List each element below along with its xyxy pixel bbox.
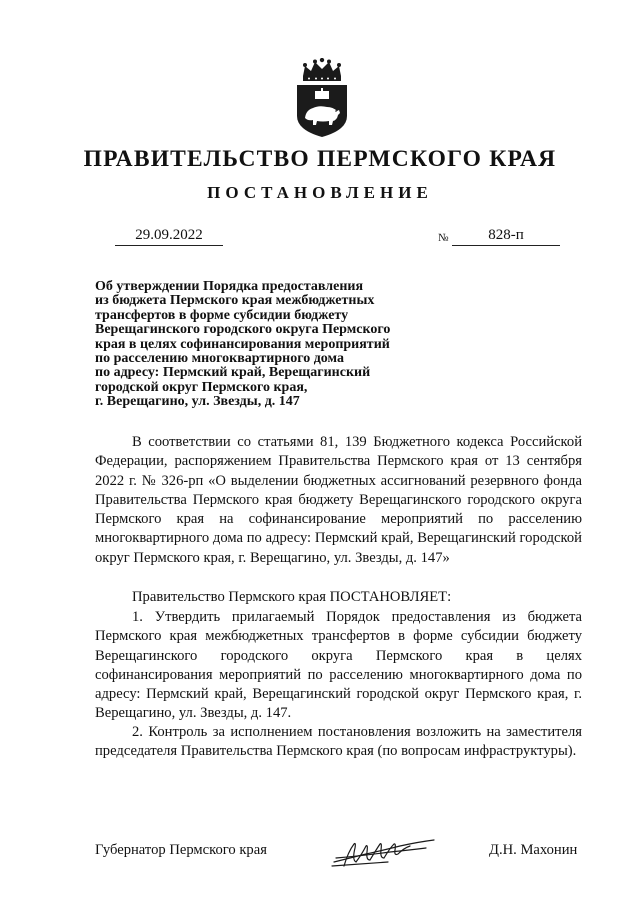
clause-2-text: 2. Контроль за исполнением постановления возложить на заместителя председателя Правительства Пермского края (по вопросам инфраструктуры).: [95, 724, 582, 760]
number-sign: №: [438, 232, 449, 244]
signatory-name: Д.Н. Махонин: [489, 842, 578, 858]
subject-line: по адресу: Пермский край, Верещагинский: [95, 365, 371, 381]
subject-line: из бюджета Пермского края межбюджетных: [95, 293, 375, 309]
signatory-position: Губернатор Пермского края: [95, 842, 267, 858]
clause-1-text: 1. Утвердить прилагаемый Порядок предоставления из бюджета Пермского края межбюджетных трансфертов в форме субсидии бюджету Верещагинского городского округа Пермского края в целях софинансирования мероприятий по расселению многоквартирного дома по адресу: Пермский край, Верещагинский городской округ Пермского края, г. Верещагино, ул. Звезды, д. 147.: [95, 609, 582, 722]
subject-line: трансфертов в форме субсидии бюджету: [95, 307, 349, 323]
subject-line: г. Верещагино, ул. Звезды, д. 147: [95, 394, 300, 410]
document-subject: [95, 280, 435, 410]
document-type: ПОСТАНОВЛЕНИЕ: [207, 183, 433, 202]
preamble-paragraph: [95, 433, 582, 568]
subject-line: Об утверждении Порядка предоставления: [95, 279, 364, 294]
resolution-paragraph: [95, 588, 582, 607]
preamble-text: В соответствии со статьями 81, 139 Бюджетного кодекса Российской Федерации, распоряжением Правительства Пермского края от 13 сентября 2022 г. № 326-рп «О выделении бюджетных ассигнований резервного фонда Правительства Пермского края бюджету Верещагинского городского округа Пермского края на софинансирование мероприятий по расселению многоквартирного дома по адресу: Пермский край, Верещагинский городской округ Пермского края, г. Верещагино, ул. Звезды, д. 147»: [95, 434, 582, 566]
subject-line: по расселению многоквартирного дома: [95, 351, 344, 367]
government-name: ПРАВИТЕЛЬСТВО ПЕРМСКОГО КРАЯ: [83, 146, 557, 172]
coat-of-arms-icon: [293, 58, 351, 138]
document-number: 828-п: [452, 227, 560, 246]
clause-1-paragraph: [95, 608, 582, 724]
subject-line: Верещагинского городского округа Пермского: [95, 322, 391, 338]
resolution-text: Правительство Пермского края ПОСТАНОВЛЯЕТ:: [132, 589, 452, 605]
subject-line: края в целях софинансирования мероприятий: [95, 336, 390, 352]
document-date: 29.09.2022: [115, 227, 223, 246]
subject-line: городской округ Пермского края,: [95, 379, 308, 395]
clause-2-paragraph: [95, 723, 582, 762]
handwritten-signature-icon: [330, 832, 438, 872]
